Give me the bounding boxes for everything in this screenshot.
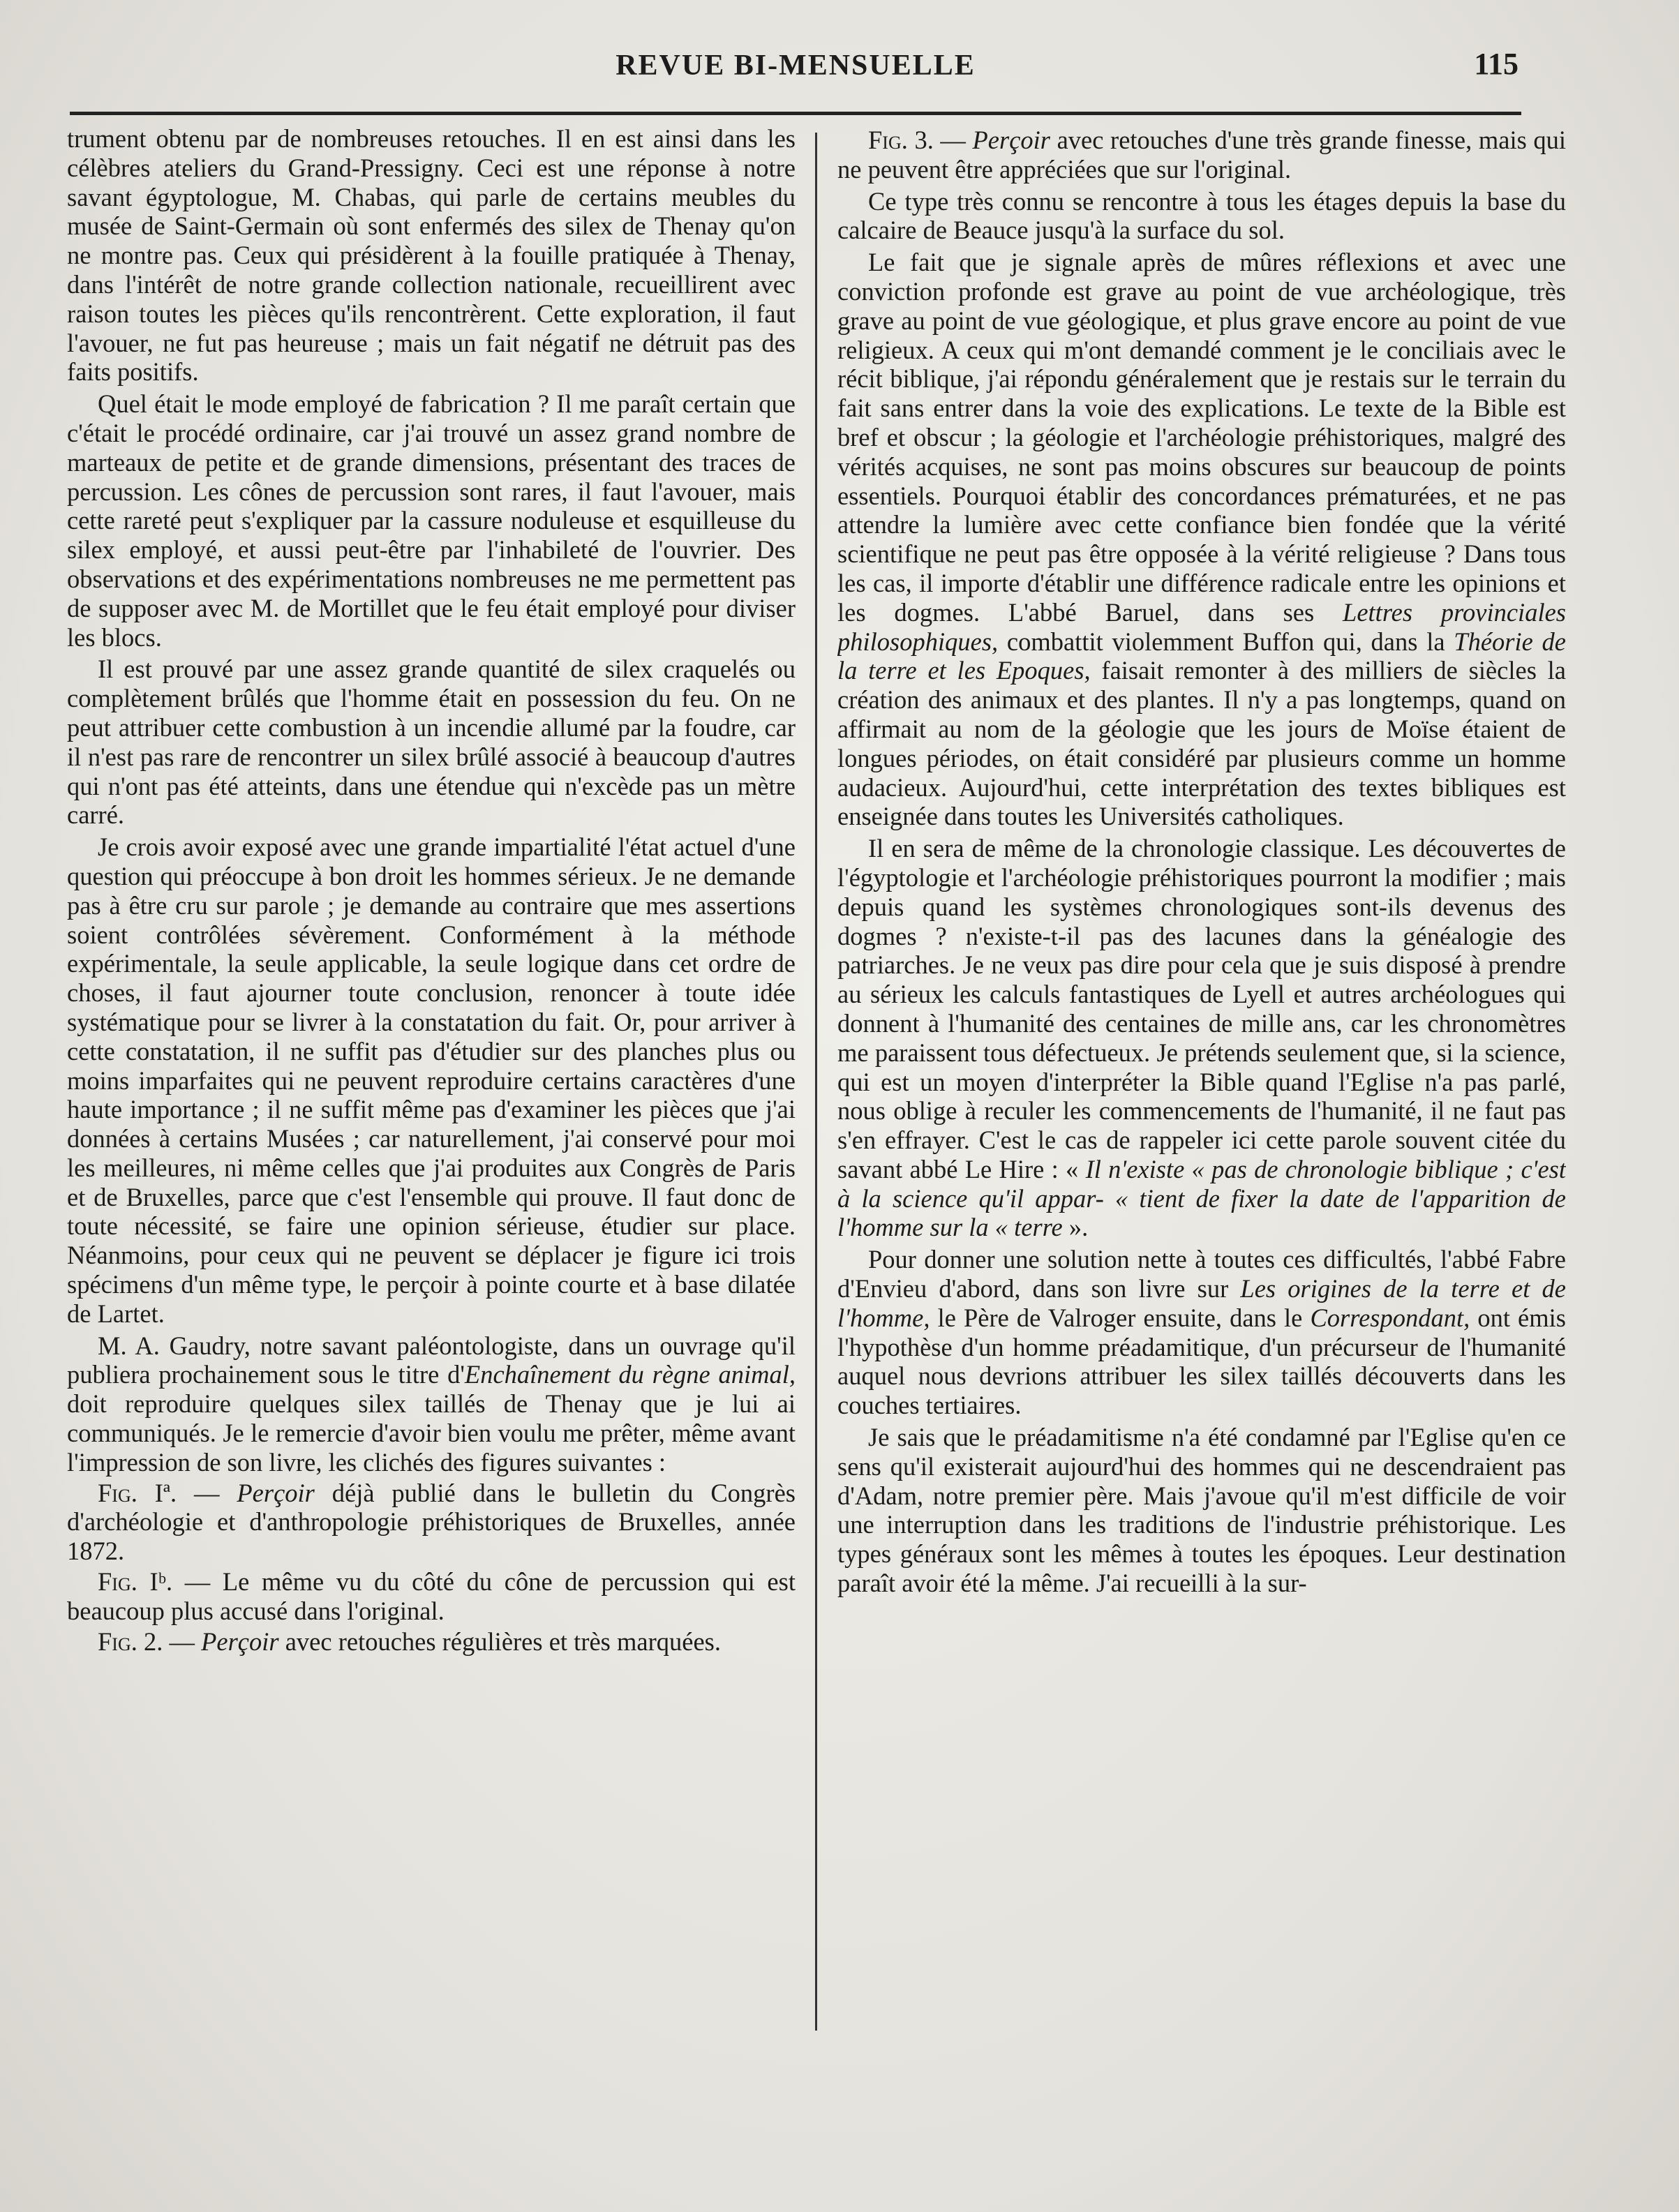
- figure-caption: [67, 1479, 796, 1566]
- text-run: doit reproduire quelques silex taillés de Thenay que je lui ai communiqués. Je le remercie d'avoir bien voulu me prêter, même avant l'impression de son livre, les clichés des figures suivantes :: [67, 1389, 796, 1477]
- italic-title: Enchaînement du règne animal,: [464, 1360, 796, 1389]
- text-run: Il en sera de même de la chronologie classique. Les découvertes de l'égyptologie et l'archéologie préhistoriques pourront la modifier ; mais depuis quand les systèmes chronologiques sont-ils devenus des dogmes ? n'existe-t-il pas des lacunes dans la généalogie des patriarches. Je ne veux pas dire pour cela que je suis disposé à prendre au sérieux les calculs fantastiques de Lyell et autres archéologues qui donnent à l'humanité des centaines de mille ans, car les chronomètres me paraissent tous défectueux. Je prétends seulement que, si la science, qui est un moyen d'interpréter la Bible quand l'Eglise n'a pas parlé, nous oblige à reculer les commencements de l'humanité, il ne faut pas s'en effrayer. C'est le cas de rappeler ici cette parole souvent citée du savant abbé Le Hire : «: [837, 834, 1566, 1183]
- page-header: [70, 40, 1521, 96]
- text-run: Le même vu du côté du cône de percussion qui est beaucoup plus accusé dans l'original.: [67, 1567, 796, 1625]
- right-column: [837, 124, 1566, 2050]
- column-divider: [815, 133, 817, 2031]
- paragraph: Je crois avoir exposé avec une grande impartialité l'état actuel d'une question qui préoccupe à bon droit les hommes sérieux. Je ne demande pas à être cru sur parole ; je demande au contraire que mes assertions soient contrôlées sévèrement. Conformément à la méthode expérimentale, la seule applicable, la seule logique dans cet ordre de choses, il faut ajourner toute conclusion, renoncer à toute idée systématique pour se livrer à la constatation du fait. Or, pour arriver à cette constatation, il ne suffit pas d'étudier sur des planches plus ou moins imparfaites qui ne peuvent reproduire certains caractères d'une haute importance ; il ne suffit même pas d'examiner les pièces que j'ai données à certains Musées ; car naturellement, j'ai conservé pour moi les meilleures, ni même celles que j'ai produites aux Congrès de Paris et de Bruxelles, parce que c'est l'ensemble qui prouve. Il faut donc de toute nécessité, se faire une opinion sérieuse, étudier sur place. Néanmoins, pour ceux qui ne peuvent se déplacer je figure ici trois spécimens d'un même type, le perçoir à pointe courte et à base dilatée de Lartet.: [67, 832, 796, 1328]
- figure-label: Fig. Iª. —: [98, 1478, 220, 1507]
- italic-title: Correspondant,: [1310, 1303, 1470, 1332]
- italic-title: Lettres provinciales philosophiques,: [837, 597, 1566, 656]
- paragraph: [837, 248, 1566, 831]
- paragraph: [837, 1245, 1566, 1420]
- text-run: M. A. Gaudry, notre savant paléontologiste, dans un ouvrage qu'il publiera prochainement sous le titre d': [67, 1331, 796, 1389]
- paragraph: Ce type très connu se rencontre à tous les étages depuis la base du calcaire de Beauce jusqu'à la surface du sol.: [837, 186, 1566, 245]
- figure-label: Fig. 2. —: [98, 1627, 195, 1656]
- paragraph: Quel était le mode employé de fabrication ? Il me paraît certain que c'était le procédé ordinaire, car j'ai trouvé un assez grand nombre de marteaux de petite et de grande dimensions, présentant des traces de percussion. Les cônes de percussion sont rares, il faut l'avouer, mais cette rareté peut s'expliquer par la cassure noduleuse et esquilleuse du silex employé, et aussi peut-être par l'inhabileté de l'ouvrier. Des observations et des expérimentations nombreuses ne me permettent pas de supposer avec M. de Mortillet que le feu était employé pour diviser les blocs.: [67, 389, 796, 652]
- text-run: ».: [1062, 1213, 1089, 1242]
- text-run: Pour donner une solution nette à toutes ces difficultés, l'abbé Fabre d'Envieu d'abord, dans son livre sur: [837, 1245, 1566, 1303]
- italic-title: Les origines de la terre et de l'homme,: [837, 1274, 1566, 1332]
- italic-term: Perçoir: [194, 1627, 279, 1656]
- header-rule: [70, 112, 1521, 115]
- text-run: le Père de Valroger ensuite, dans le: [930, 1303, 1311, 1332]
- text-run: combattit violemment Buffon qui, dans la: [998, 627, 1454, 656]
- paragraph: [837, 834, 1566, 1242]
- italic-title: Théorie de la terre et les Epoques,: [837, 627, 1566, 685]
- figure-caption: [67, 1567, 796, 1626]
- italic-term: Perçoir: [219, 1478, 315, 1507]
- figure-caption: [67, 1627, 796, 1657]
- text-run: faisait remonter à des milliers de siècles la création des animaux et des plantes. Il n'y a pas longtemps, quand on affirmait au nom de la géologie que les jours de Moïse étaient de longues périodes, on était considéré par plusieurs comme un homme audacieux. Aujourd'hui, cette interprétation des textes bibliques est enseignée dans toutes les Universités catholiques.: [837, 656, 1566, 831]
- text-run: avec retouches d'une très grande finesse, mais qui ne peuvent être appréciées que sur l'original.: [837, 126, 1566, 184]
- page-number: 115: [1474, 47, 1518, 81]
- figure-label: Fig. 3. —: [868, 126, 966, 154]
- figure-label: Fig. Iᵇ. —: [98, 1567, 211, 1597]
- paragraph: [67, 1331, 796, 1477]
- italic-term: Perçoir: [965, 126, 1051, 154]
- paragraph: trument obtenu par de nombreuses retouches. Il en est ainsi dans les célèbres ateliers du Grand-Pressigny. Ceci est une réponse à notre savant égyptologue, M. Chabas, qui parle de certains meubles du musée de Saint-Germain où sont enfermés des silex de Thenay qu'on ne montre pas. Ceux qui présidèrent à la fouille pratiquée à Thenay, dans l'intérêt de notre grande collection nationale, recueillirent avec raison toutes les pièces qu'ils rencontrèrent. Cette exploration, il faut l'avouer, ne fut pas heureuse ; mais un fait négatif ne détruit pas des faits positifs.: [67, 124, 796, 387]
- paragraph: Je sais que le préadamitisme n'a été condamné par l'Eglise qu'en ce sens qu'il existerait aujourd'hui des hommes qui ne descendraient pas d'Adam, notre premier père. Mais j'avoue qu'il m'est difficile de voir une interruption dans les traditions de l'industrie préhistorique. Les types généraux sont les mêmes à toutes les époques. Leur destination paraît avoir été la même. J'ai recueilli à la sur-: [837, 1423, 1566, 1598]
- text-run: ont émis l'hypothèse d'un homme préadamitique, d'un précurseur de l'humanité auquel nous devrions attribuer les silex taillés découverts dans les couches tertiaires.: [837, 1303, 1566, 1420]
- paragraph: Il est prouvé par une assez grande quantité de silex craquelés ou complètement brûlés que l'homme était en possession du feu. On ne peut attribuer cette combustion à un incendie allumé par la foudre, car il n'est pas rare de rencontrer un silex brûlé associé à beaucoup d'autres qui n'ont pas été atteints, dans une étendue qui n'excède pas un mètre carré.: [67, 655, 796, 830]
- text-run: Le fait que je signale après de mûres réflexions et avec une conviction profonde est grave au point de vue archéologique, très grave au point de vue géologique, et plus grave encore au point de vue religieux. A ceux qui m'ont demandé comment je le conciliais avec le récit biblique, j'ai répondu généralement que je restais sur le terrain du fait sans entrer dans la voie des explications. Le texte de la Bible est bref et obscur ; la géologie et l'archéologie préhistoriques, malgré des vérités acquises, ne sont pas moins obscures sur beaucoup de points essentiels. Pourquoi établir des concordances prématurées, et ne pas attendre la lumière avec cette confiance bien fondée que la vérité scientifique ne peut pas être opposée à la vérité religieuse ? Dans tous les cas, il importe d'établir une différence radicale entre les opinions et les dogmes. L'abbé Baruel, dans ses: [837, 248, 1566, 627]
- running-title: REVUE BI-MENSUELLE: [615, 50, 976, 82]
- text-run: déjà publié dans le bulletin du Congrès d'archéologie et d'anthropologie préhistoriques de Bruxelles, année 1872.: [67, 1478, 796, 1566]
- italic-quote: Il n'existe « pas de chronologie biblique ; c'est à la science qu'il appar- « tient de fixer la date de l'apparition de l'homme sur la « terre: [837, 1154, 1566, 1242]
- text-run: avec retouches régulières et très marquées.: [278, 1627, 721, 1656]
- figure-caption: [837, 126, 1566, 184]
- left-column: [67, 124, 796, 2050]
